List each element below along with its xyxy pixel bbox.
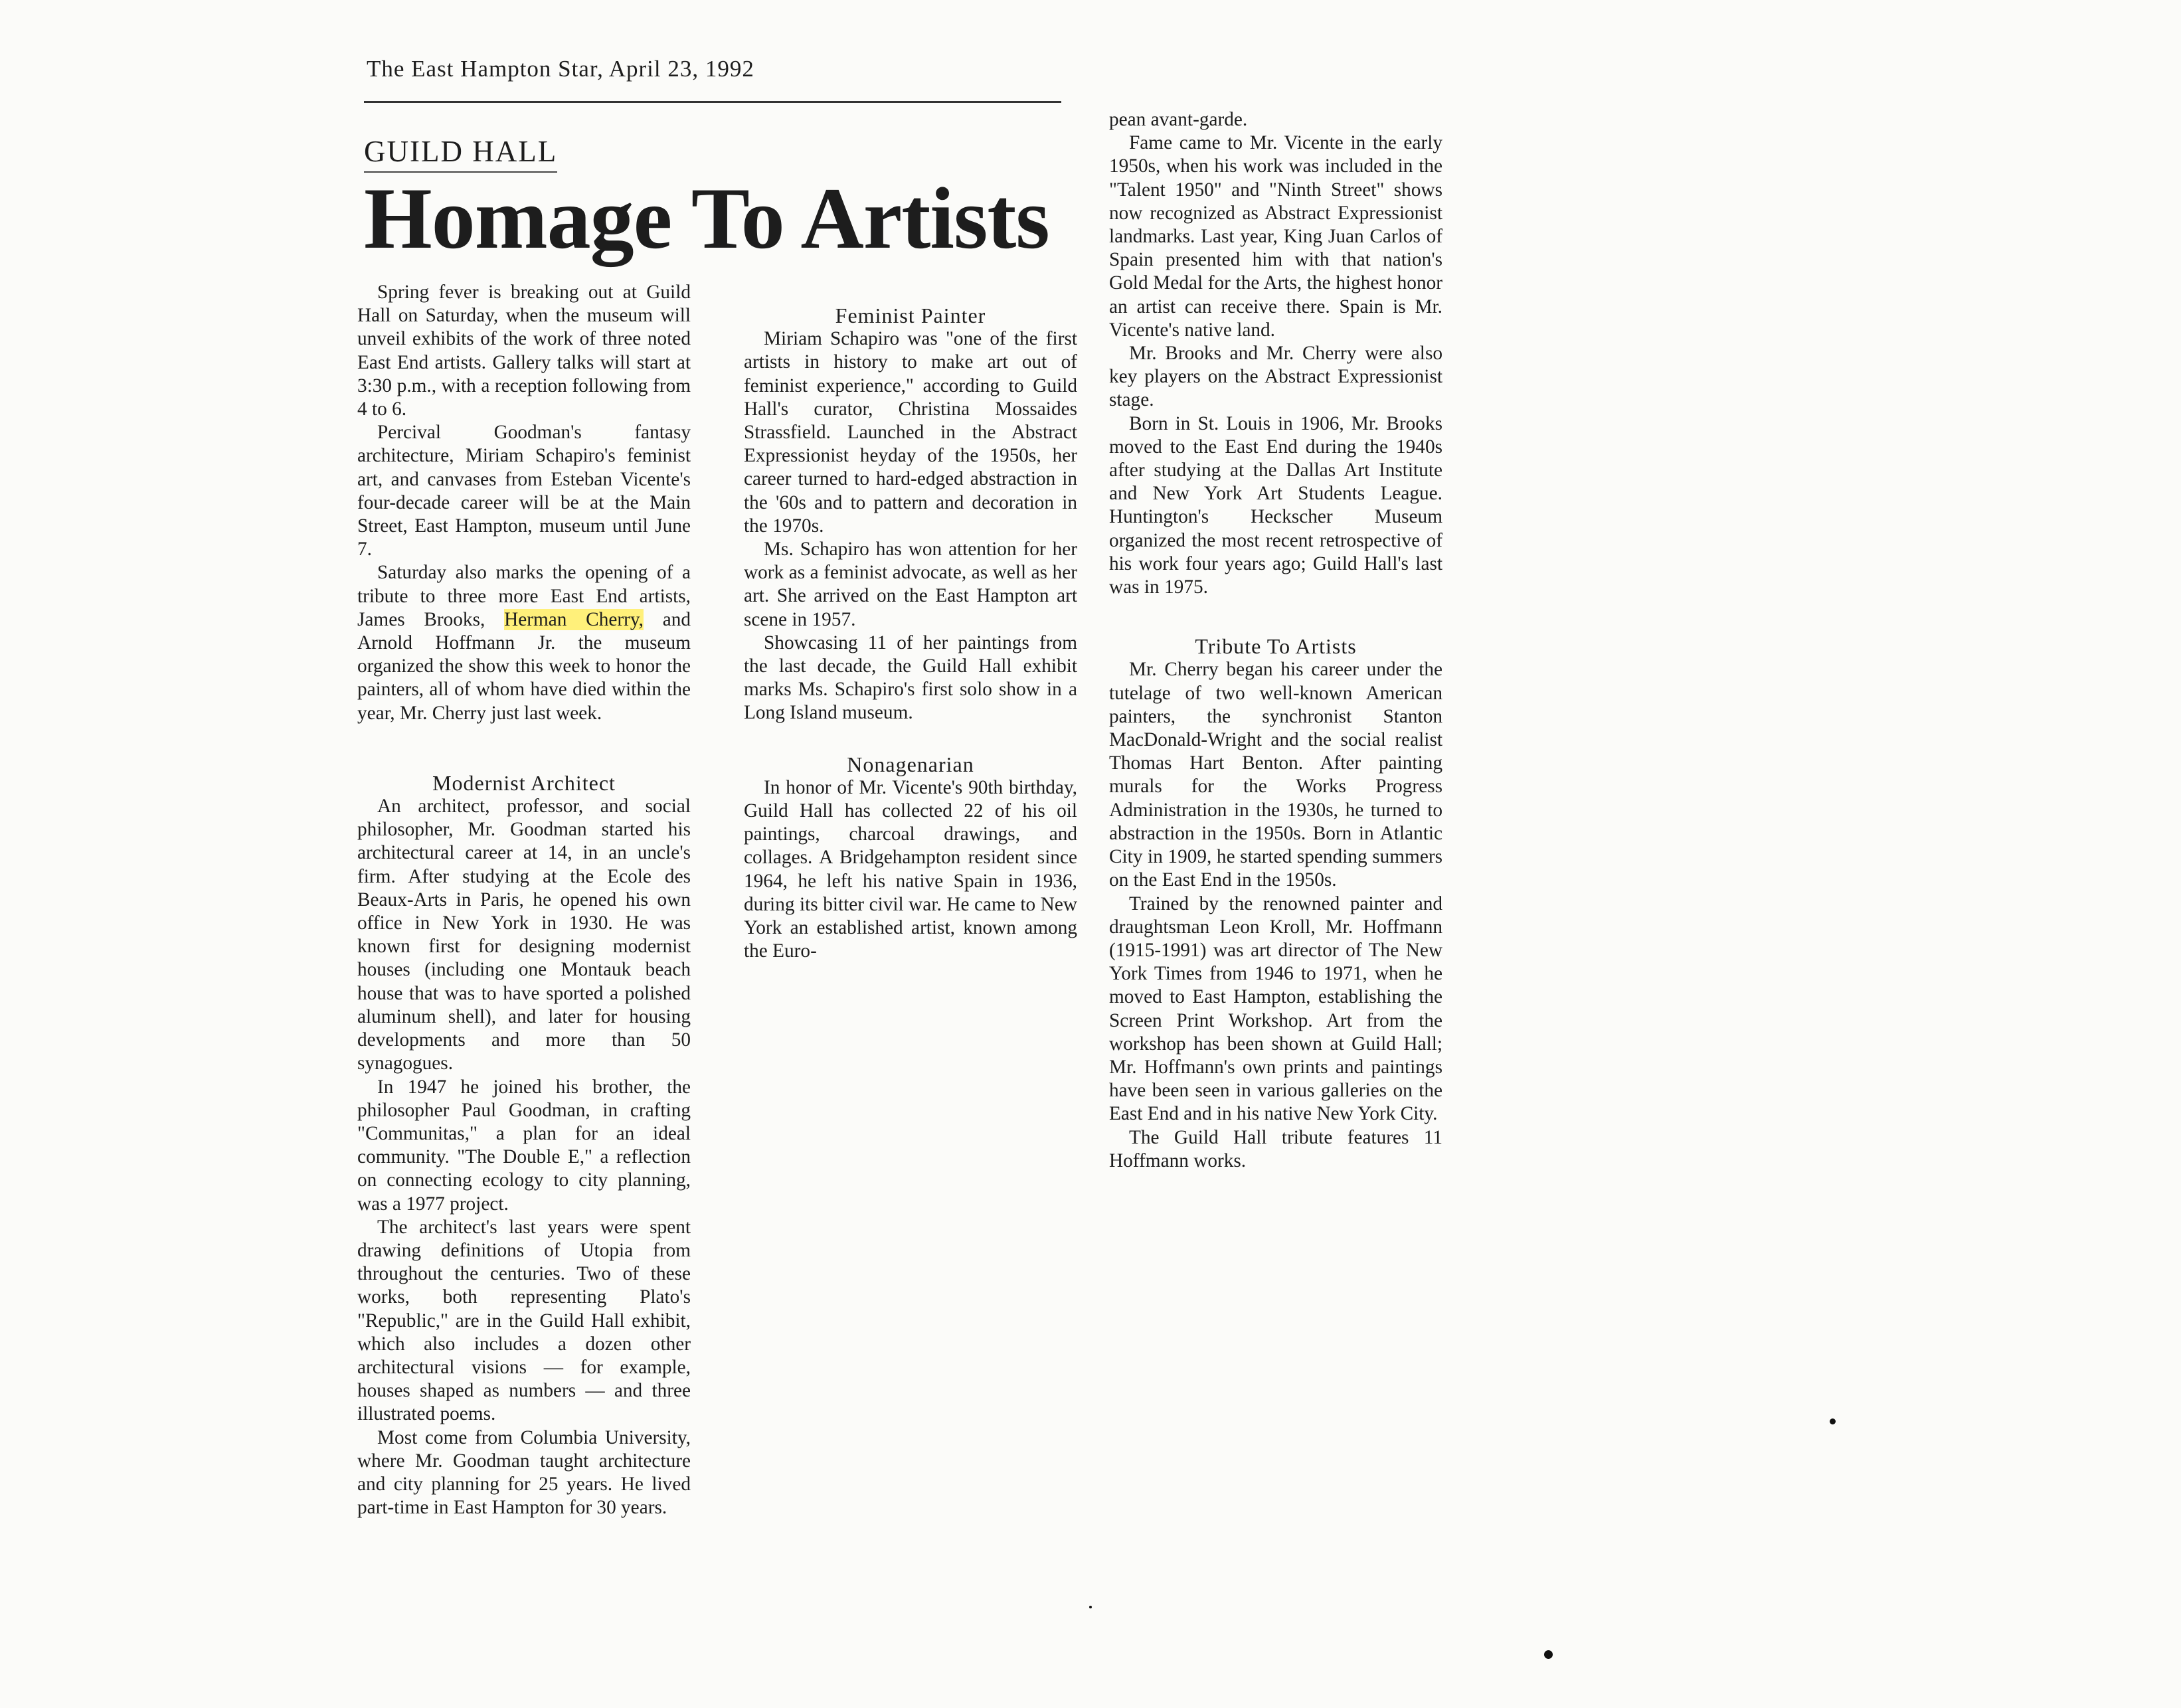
scan-speck (1544, 1650, 1553, 1659)
column-3 (1109, 108, 1442, 1173)
paragraph: In honor of Mr. Vicente's 90th birthday, Guild Hall has collected 22 of his oil paintings, charcoal drawings, and collages. A Bridgehampton resident since 1964, he left his native Spain in 1936, during its bitter civil war. He came to New York an established artist, known among the Euro- (744, 776, 1077, 962)
paragraph: Most come from Columbia University, where Mr. Goodman taught architecture and city planning for 25 years. He lived part-time in East Hampton for 30 years. (357, 1426, 691, 1519)
column-1 (357, 281, 691, 1519)
section-label: GUILD HALL (364, 134, 557, 173)
paragraph: Mr. Brooks and Mr. Cherry were also key players on the Abstract Expressionist stage. (1109, 343, 1442, 411)
highlighted-name: Herman Cherry, (504, 608, 644, 630)
paragraph: The architect's last years were spent drawing definitions of Utopia from throughout the centuries. Two of these works, both representing Plato's "Republic," are in the Guild Hall exhibit, which also includes a dozen other architectural visions — for example, houses shaped as numbers — and three illustrated poems. (357, 1216, 691, 1425)
paragraph: Mr. Cherry began his career under the tutelage of two well-known American painters, the synchronist Stanton MacDonald-Wright and the social realist Thomas Hart Benton. After painting murals for the Works Progress Administration in the 1930s, he turned to abstraction in the 1950s. Born in Atlantic City in 1909, he started spending summers on the East End in the 1950s. (1109, 659, 1442, 891)
scan-speck (1089, 1606, 1092, 1608)
paragraph-text: Saturday also marks the opening of a tribute to three more East End artists, James Brooks, (357, 562, 691, 630)
paragraph: Spring fever is breaking out at Guild Hall on Saturday, when the museum will unveil exhibits of the work of three noted East End artists. Gallery talks will start at 3:30 p.m., with a reception following from 4 to 6. (357, 282, 691, 420)
scan-speck (1830, 1418, 1836, 1424)
paragraph: Miriam Schapiro was "one of the first artists in history to make art out of feminist experience," according to Guild Hall's curator, Christina Mossaides Strassfield. Launched in the Abstract Expressionist heyday of the 1950s, her career turned to hard-edged abstraction in the '60s and to pattern and decoration in the 1970s. (744, 328, 1077, 537)
subhead-modernist-architect: Modernist Architect (432, 770, 616, 795)
subhead-feminist-painter: Feminist Painter (835, 303, 986, 327)
paragraph: Born in St. Louis in 1906, Mr. Brooks moved to the East End during the 1940s after studying at the Dallas Art Institute and New York Art Students League. Huntington's Heckscher Museum organized the most recent retrospective of his work four years ago; Guild Hall's last was in 1975. (1109, 412, 1442, 598)
paragraph: The Guild Hall tribute features 11 Hoffmann works. (1109, 1126, 1442, 1171)
paragraph-text: and Arnold Hoffmann Jr. the museum organized the show this week to honor the painters, all of whom have died within the year, Mr. Cherry just last week. (357, 608, 691, 724)
paragraph: Fame came to Mr. Vicente in the early 1950s, when his work was included in the "Talent 1950" and "Ninth Street" shows now recognized as Abstract Expressionist landmarks. Last year, King Juan Carlos of Spain presented him with that nation's Gold Medal for the Arts, the highest honor an artist can receive there. Spain is Mr. Vicente's native land. (1109, 132, 1442, 341)
paragraph: An architect, professor, and social philosopher, Mr. Goodman started his architectural career at 14, in an uncle's firm. After studying at the Ecole des Beaux-Arts in Paris, he opened his own office in New York in 1930. He was known first for designing modernist houses (including one Montauk beach house that was to have sported a polished aluminum shell), and later for housing developments and more than 50 synagogues. (357, 796, 691, 1074)
column-2 (744, 304, 1077, 963)
header-rule (364, 101, 1061, 103)
paragraph: pean avant-garde. (1109, 109, 1248, 130)
headline: Homage To Artists (364, 169, 1049, 267)
paragraph: Ms. Schapiro has won attention for her work as a feminist advocate, as well as her art. She arrived on the East Hampton art scene in 1957. (744, 539, 1077, 630)
paragraph: Percival Goodman's fantasy architecture, Miriam Schapiro's feminist art, and canvases from Esteban Vicente's four-decade career will be at the Main Street, East Hampton, museum until June 7. (357, 422, 691, 560)
paragraph (357, 561, 691, 725)
subhead-tribute-to-artists: Tribute To Artists (1195, 634, 1357, 659)
paragraph: In 1947 he joined his brother, the philosopher Paul Goodman, in crafting "Communitas," a plan for an ideal community. "The Double E," a reflection on connecting ecology to city planning, was a 1977 project. (357, 1076, 691, 1215)
paragraph: Showcasing 11 of her paintings from the last decade, the Guild Hall exhibit marks Ms. Schapiro's first solo show in a Long Island museum. (744, 632, 1077, 724)
dateline: The East Hampton Star, April 23, 1992 (367, 56, 754, 82)
paragraph: Trained by the renowned painter and draughtsman Leon Kroll, Mr. Hoffmann (1915-1991) was art director of The New York Times from 1946 to 1971, when he moved to East Hampton, establishing the Screen Print Workshop. Art from the workshop has been shown at Guild Hall; Mr. Hoffmann's own prints and paintings have been seen in various galleries on the East End and in his native New York City. (1109, 893, 1442, 1125)
subhead-nonagenarian: Nonagenarian (847, 752, 974, 776)
